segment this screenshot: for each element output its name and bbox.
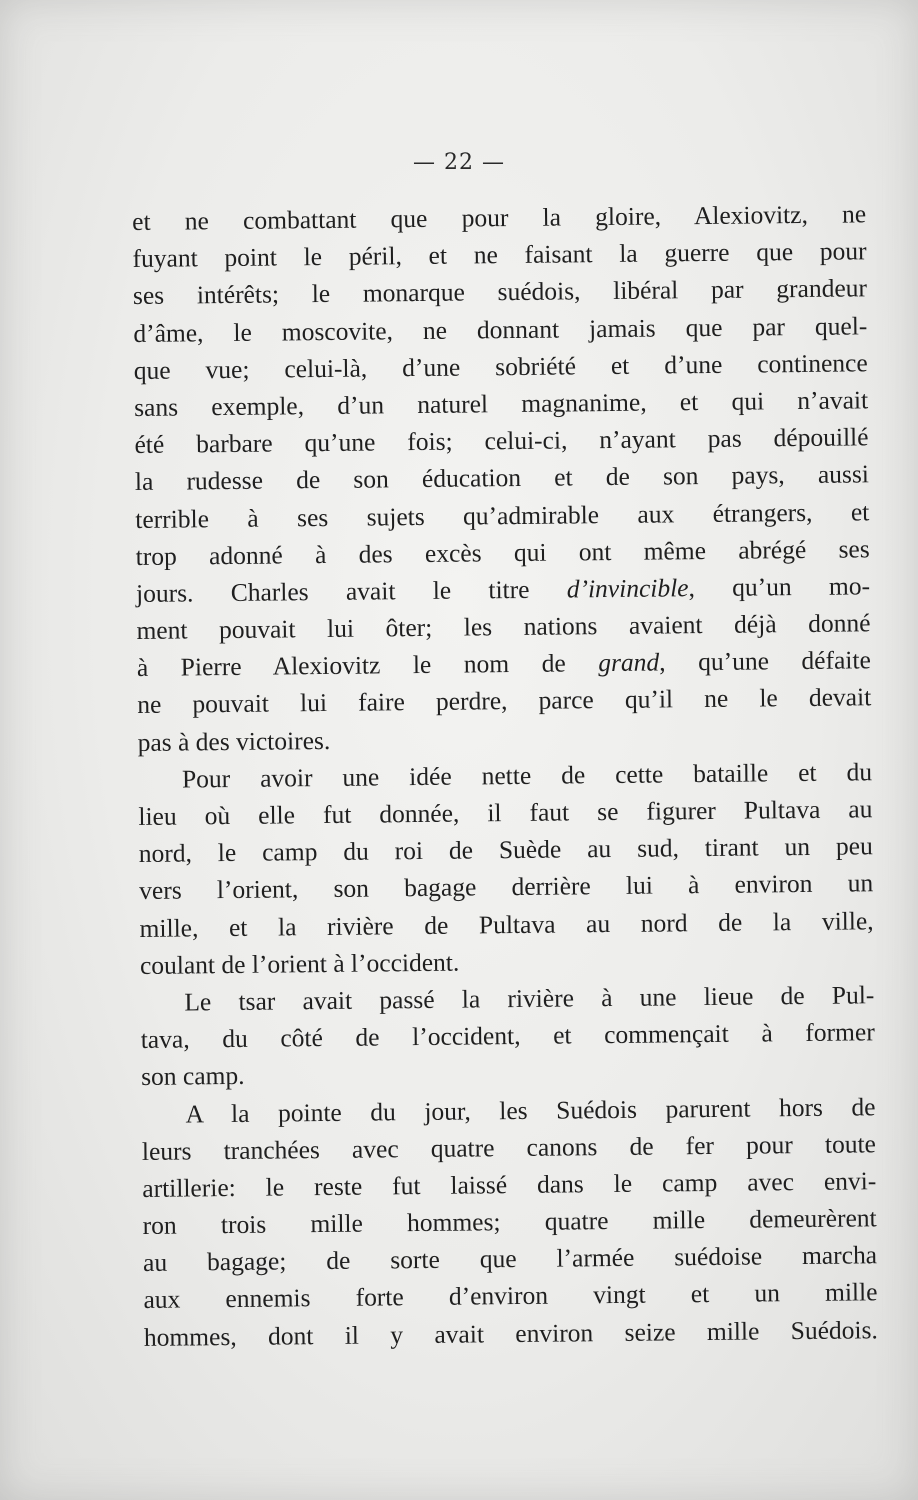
text-segment: , qu’une défaite <box>659 645 871 677</box>
paragraph-start-line: Pour avoir une idée nette de cette bataille et du <box>181 757 873 794</box>
italic-term-invincible: d’invincible <box>566 573 689 604</box>
text-line: la rudesse de son éducation et de son pays, aussi <box>134 459 870 497</box>
text-line: coulant de l’orient à l’occident. <box>139 947 460 980</box>
text-line: trop adonné à des excès qui ont même abrégé ses <box>135 533 870 571</box>
text-line: ses intérêts; le monarque suédois, libéral par grandeur <box>132 273 868 311</box>
text-segment: jours. Charles avait le titre <box>135 574 567 608</box>
text-line: ne pouvait lui faire perdre, parce qu’il ne le devait <box>137 682 872 720</box>
italic-term-grand: grand <box>598 647 660 678</box>
paragraph-start-line: A la pointe du jour, les Suédois parurent hors de <box>185 1091 876 1128</box>
text-line: tava, du côté de l’occident, et commençait à former <box>140 1017 875 1055</box>
text-line: d’âme, le moscovite, ne donnant jamais que par quel- <box>133 310 868 348</box>
text-line: vers l’orient, son bagage derrière lui à environ un <box>139 868 874 906</box>
page-number: — 22 — <box>413 150 505 175</box>
text-line: été barbare qu’une fois; celui-ci, n’ayant pas dépouillé <box>134 422 869 460</box>
text-line: mille, et la rivière de Pultava au nord de la ville, <box>139 905 874 943</box>
text-line: aux ennemis forte d’environ vingt et un mille <box>143 1277 878 1315</box>
text-line: au bagage; de sorte que l’armée suédoise marcha <box>142 1240 878 1278</box>
text-line: nord, le camp du roi de Suède au sud, tirant un peu <box>138 831 873 869</box>
text-line: sans exemple, d’un naturel magnanime, et qui n’avait <box>133 385 869 422</box>
text-line: fuyant point le péril, et ne faisant la guerre que pour <box>132 236 867 274</box>
text-segment: , qu’un mo- <box>688 571 871 603</box>
text-line: leurs tranchées avec quatre canons de fer pour toute <box>141 1128 877 1166</box>
text-line: hommes, dont il y avait environ seize mille Suédois. <box>143 1314 878 1352</box>
paragraph-start-line: Le tsar avait passé la rivière à une lieue de Pul- <box>184 980 875 1017</box>
body-text <box>132 195 878 1355</box>
text-line: terrible à ses sujets qu’admirable aux étrangers, et <box>135 496 870 534</box>
text-line: ment pouvait lui ôter; les nations avaient déjà donné <box>136 608 871 646</box>
text-line: son camp. <box>140 1061 245 1092</box>
text-line: pas à des victoires. <box>137 725 331 757</box>
text-segment: à Pierre Alexiovitz le nom de <box>136 648 599 683</box>
text-line: que vue; celui-là, d’une sobriété et d’une continence <box>133 348 868 385</box>
text-line: artillerie: le reste fut laissé dans le camp avec envi- <box>142 1166 877 1203</box>
text-line: lieu où elle fut donnée, il faut se figurer Pultava au <box>138 794 873 831</box>
text-line: et ne combattant que pour la gloire, Alexiovitz, ne <box>132 199 867 236</box>
text-line: ron trois mille hommes; quatre mille demeurèrent <box>142 1203 877 1241</box>
